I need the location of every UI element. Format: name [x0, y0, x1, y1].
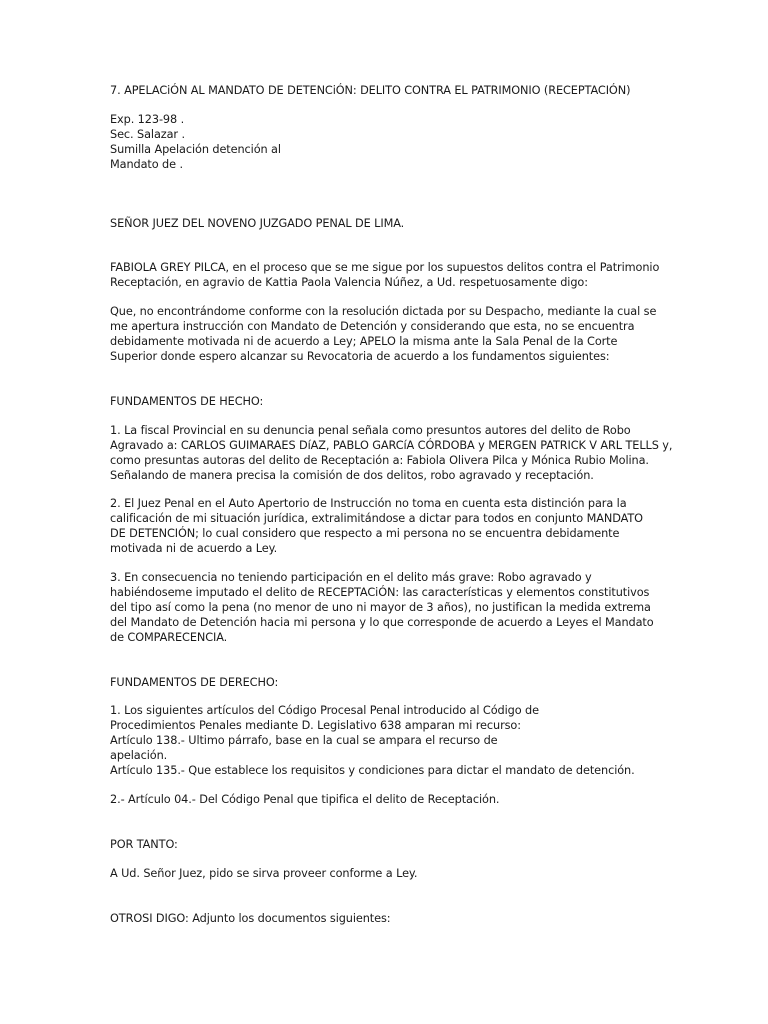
spacer [110, 808, 690, 838]
paragraph-line: Artículo 138.- Ultimo párrafo, base en la cual se ampara el recurso de [110, 734, 498, 748]
hechos-item-1 [110, 424, 690, 484]
spacer [110, 231, 690, 261]
paragraph-line: habiéndoseme imputado el delito de RECEPTACiÓN: las características y elementos constitutivos [110, 585, 650, 599]
document-title: 7. APELACiÓN AL MANDATO DE DETENCiÓN: DELITO CONTRA EL PATRIMONIO (RECEPTACIÓN) [110, 84, 631, 97]
hechos-item-2 [110, 497, 690, 557]
paragraph-line: FABIOLA GREY PILCA, en el proceso que se me sigue por los supuestos delitos contra el Patrimonio [110, 261, 660, 275]
paragraph-line: de COMPARECENCIA. [110, 630, 228, 644]
spacer [110, 853, 690, 867]
derecho-item-1 [110, 704, 690, 779]
paragraph-line: Agravado a: CARLOS GUIMARAES DíAZ, PABLO GARCíA CÓRDOBA y MERGEN PATRICK V ARL TELLS y, [110, 438, 673, 452]
paragraph-line: Receptación, en agravio de Kattia Paola Valencia Núñez, a Ud. respetuosamente digo: [110, 276, 588, 290]
spacer [110, 779, 690, 793]
paragraph-line: me apertura instrucción con Mandato de Detención y considerando que esta, no se encuentra [110, 320, 635, 334]
spacer [110, 410, 690, 424]
hechos-heading: FUNDAMENTOS DE HECHO: [110, 394, 264, 408]
paragraph-line: 1. La fiscal Provincial en su denuncia penal señala como presuntos autores del delito de Robo [110, 423, 631, 437]
intro-paragraph [110, 261, 690, 291]
spacer [110, 646, 690, 676]
spacer [110, 365, 690, 395]
addressee: SEÑOR JUEZ DEL NOVENO JUZGADO PENAL DE LIMA. [110, 216, 405, 230]
paragraph-line: 3. En consecuencia no teniendo participación en el delito más grave: Robo agravado y [110, 571, 592, 585]
por-tanto-text: A Ud. Señor Juez, pido se sirva proveer conforme a Ley. [110, 866, 418, 880]
spacer [110, 483, 690, 497]
paragraph-line: 2. El Juez Penal en el Auto Apertorio de Instrucción no toma en cuenta esta distinción para la [110, 497, 627, 511]
paragraph-line: Que, no encontrándome conforme con la resolución dictada por su Despacho, mediante la cual se [110, 305, 657, 319]
derecho-heading: FUNDAMENTOS DE DERECHO: [110, 675, 279, 689]
spacer [110, 690, 690, 704]
spacer [110, 291, 690, 305]
petition-paragraph [110, 305, 690, 365]
sumilla-line: Sumilla Apelación detención al [110, 142, 281, 156]
paragraph-line: 1. Los siguientes artículos del Código Procesal Penal introducido al Código de [110, 704, 539, 718]
paragraph-line: del tipo así como la pena (no menor de uno ni mayor de 3 años), no justifican la medida extrema [110, 600, 651, 614]
paragraph-line: como presuntas autoras del delito de Receptación a: Fabiola Olivera Pilca y Mónica Rubio Molina. [110, 453, 649, 467]
paragraph-line: Procedimientos Penales mediante D. Legislativo 638 amparan mi recurso: [110, 719, 521, 733]
paragraph-line: apelación. [110, 749, 168, 763]
paragraph-line: debidamente motivada ni de acuerdo a Ley; APELO la misma ante la Sala Penal de la Corte [110, 335, 618, 349]
spacer [110, 882, 690, 912]
spacer [110, 557, 690, 571]
paragraph-line: del Mandato de Detención hacia mi persona y lo que corresponde de acuerdo a Leyes el Mandato [110, 615, 654, 629]
otrosi-line: OTROSI DIGO: Adjunto los documentos siguientes: [110, 911, 391, 925]
document-body [110, 84, 690, 927]
case-number: Exp. 123-98 . [110, 112, 185, 126]
spacer [110, 173, 690, 217]
paragraph-line: Artículo 135.- Que establece los requisitos y condiciones para dictar el mandato de detención. [110, 764, 635, 778]
derecho-item-2: 2.- Artículo 04.- Del Código Penal que tipifica el delito de Receptación. [110, 793, 500, 806]
secretary: Sec. Salazar . [110, 127, 185, 141]
paragraph-line: Señalando de manera precisa la comisión de dos delitos, robo agravado y receptación. [110, 468, 594, 482]
por-tanto-heading: POR TANTO: [110, 837, 178, 851]
spacer [110, 99, 690, 113]
paragraph-line: Superior donde espero alcanzar su Revocatoria de acuerdo a los fundamentos siguientes: [110, 349, 610, 363]
paragraph-line: DE DETENCIÓN; lo cual considero que respecto a mi persona no se encuentra debidamente [110, 527, 620, 541]
sumilla-line: Mandato de . [110, 157, 183, 171]
hechos-item-3 [110, 571, 690, 646]
paragraph-line: motivada ni de acuerdo a Ley. [110, 542, 278, 556]
paragraph-line: calificación de mi situación jurídica, extralimitándose a dictar para todos en conjunto MANDATO [110, 512, 643, 526]
